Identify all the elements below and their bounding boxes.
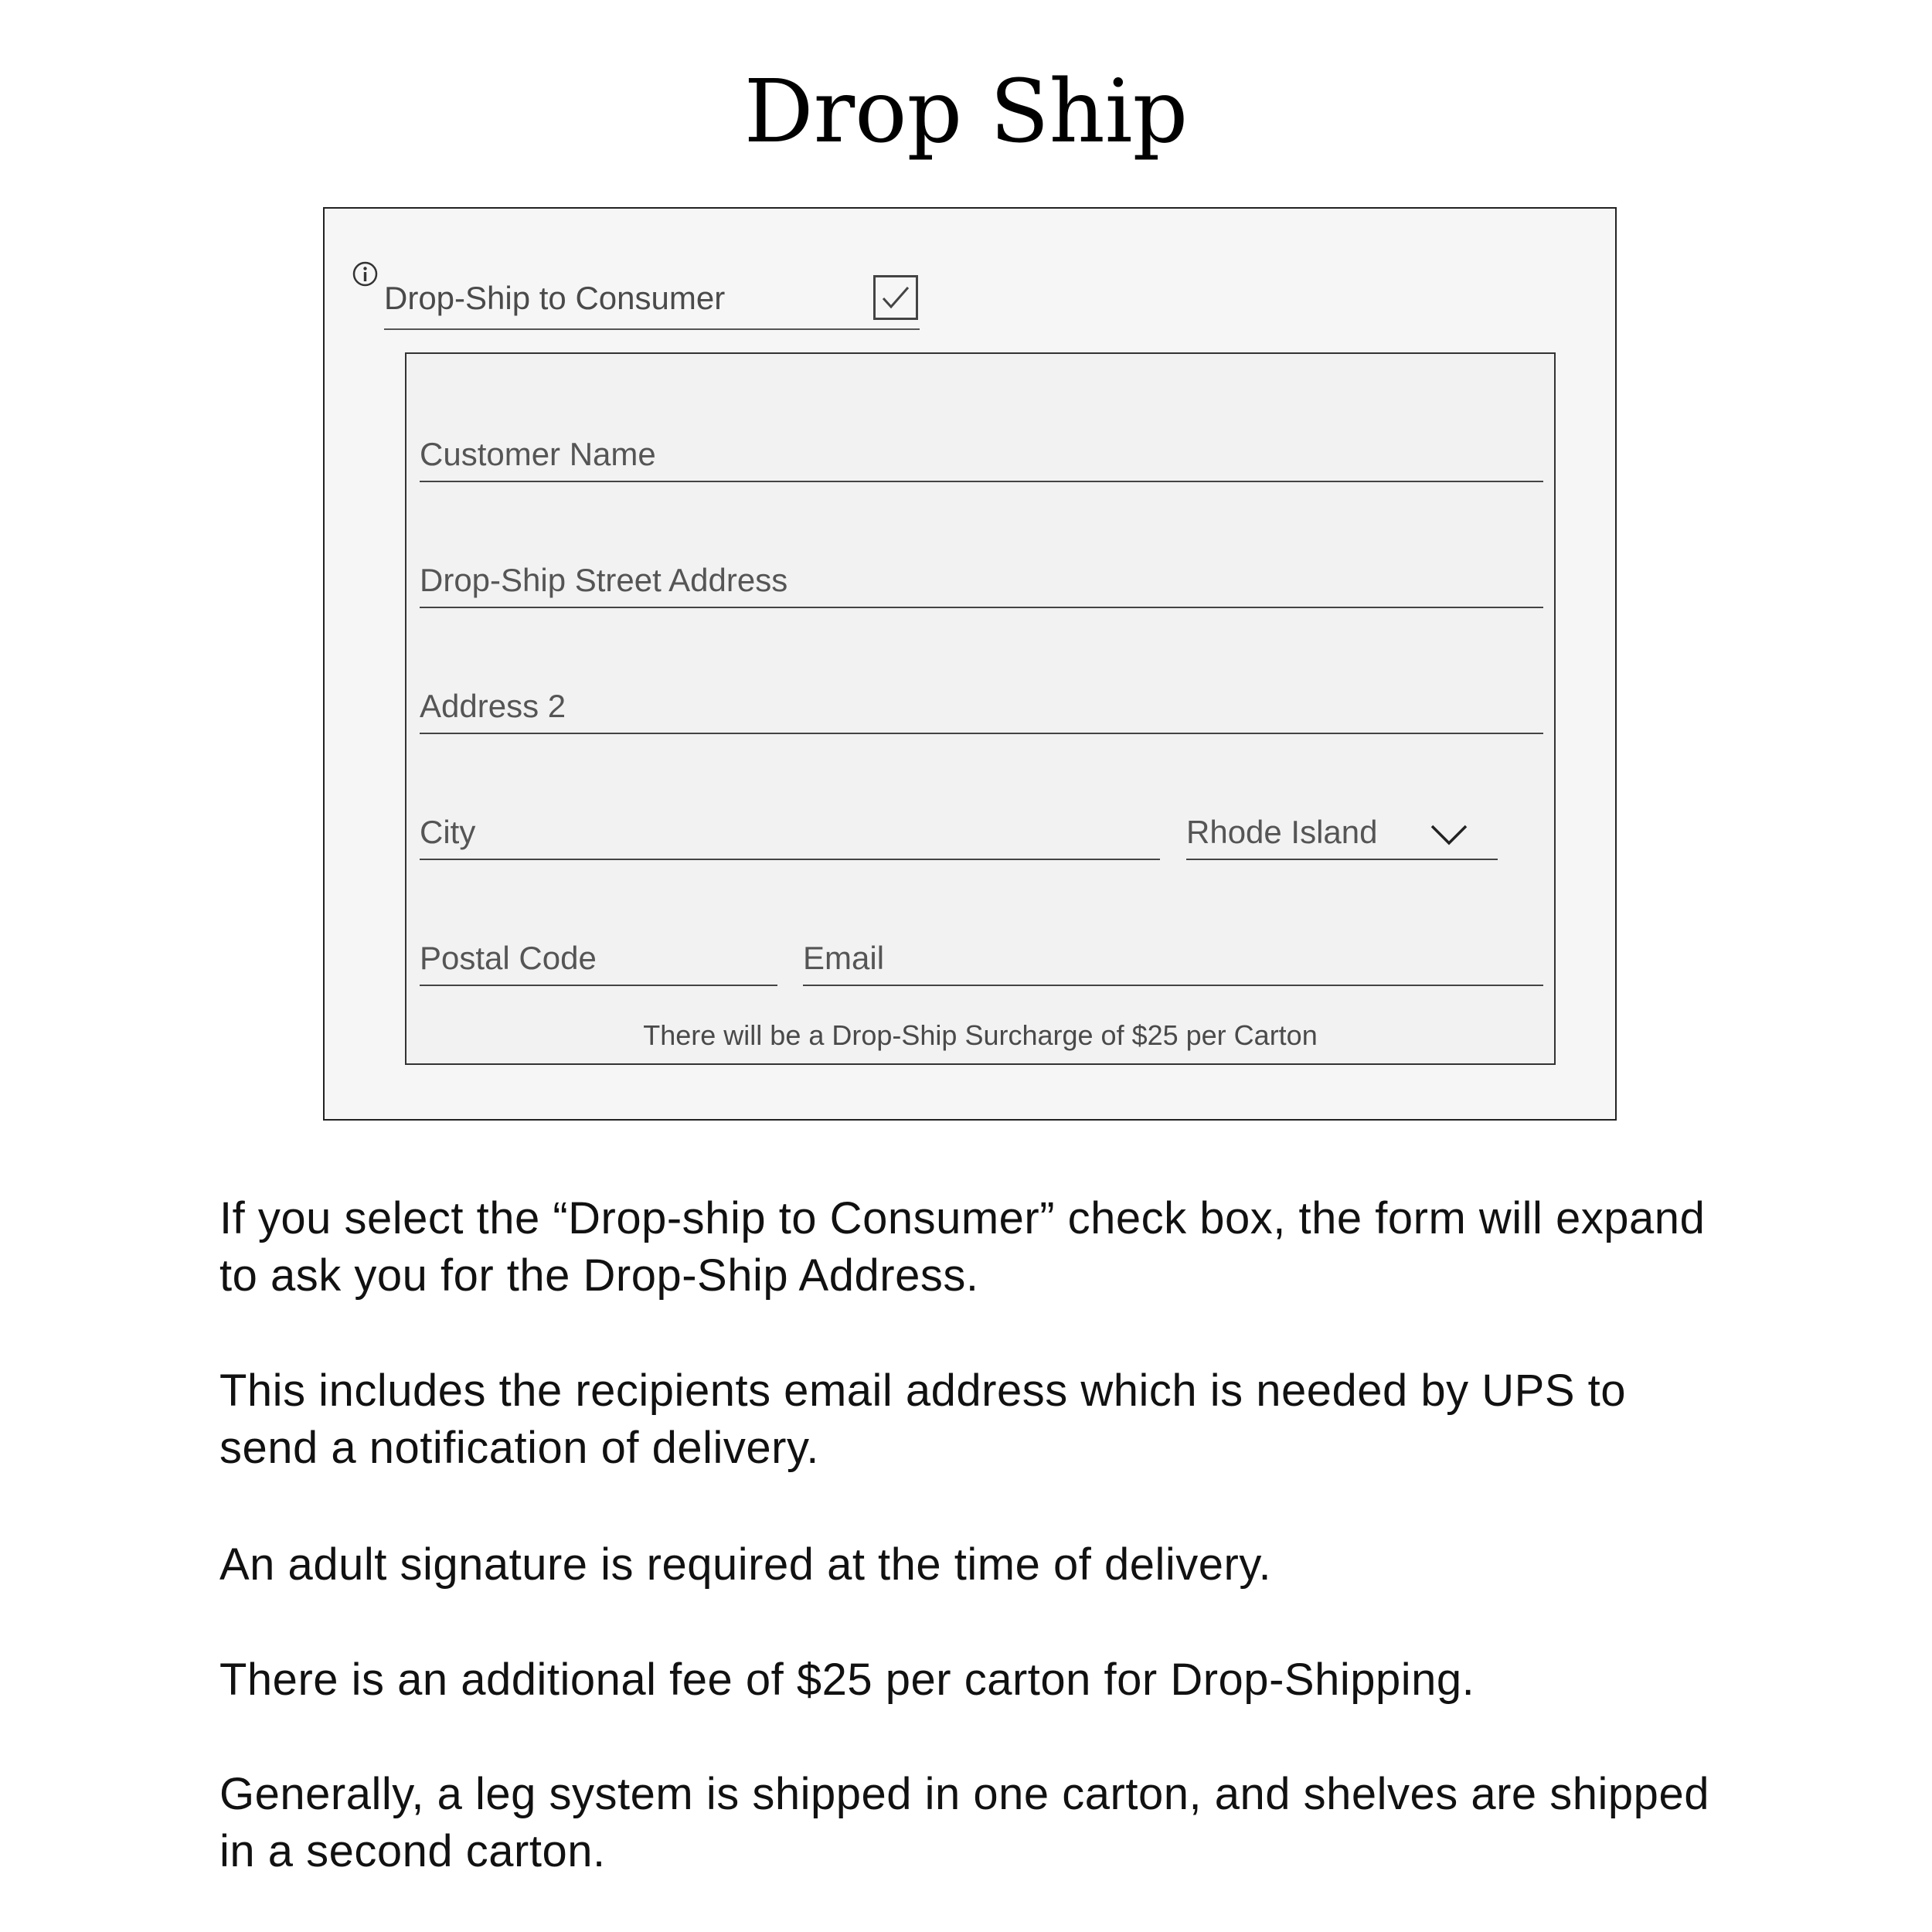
street-address-input[interactable] (420, 557, 1546, 608)
description-paragraph-1: If you select the “Drop-ship to Consumer” check box, the form will expand to ask you for the Drop-Ship Address. (219, 1193, 1706, 1301)
email-field[interactable] (803, 935, 1543, 986)
postal-code-field[interactable] (420, 935, 777, 986)
street-address-label: Drop-Ship Street Address (420, 562, 788, 598)
dropship-to-consumer-label: Drop-Ship to Consumer (384, 280, 726, 316)
dropship-address-panel (405, 352, 1556, 1065)
street-address-field[interactable] (420, 557, 1543, 608)
customer-name-label: Customer Name (420, 436, 656, 472)
city-field[interactable] (420, 809, 1160, 860)
info-icon[interactable] (352, 260, 379, 287)
description-paragraph-5: Generally, a leg system is shipped in one carton, and shelves are shipped in a second carton. (219, 1769, 1709, 1876)
checkmark-icon (880, 284, 911, 311)
dropship-to-consumer-toggle[interactable] (384, 270, 920, 330)
address2-field[interactable] (420, 683, 1543, 734)
customer-name-input[interactable] (420, 431, 1546, 482)
city-label: City (420, 814, 476, 850)
email-label: Email (803, 940, 885, 976)
postal-code-input[interactable] (420, 935, 781, 986)
address2-label: Address 2 (420, 688, 566, 724)
address2-input[interactable] (420, 683, 1546, 734)
city-input[interactable] (420, 809, 1163, 860)
chevron-down-icon (1430, 823, 1468, 846)
dropship-checkbox[interactable] (873, 275, 918, 320)
description-paragraph-2: This includes the recipients email address which is needed by UPS to send a notification of delivery. (219, 1366, 1627, 1473)
postal-code-label: Postal Code (420, 940, 597, 976)
state-select-value: Rhode Island (1186, 814, 1378, 850)
email-input[interactable] (803, 935, 1546, 986)
state-select[interactable] (1186, 809, 1498, 860)
surcharge-note: There will be a Drop-Ship Surcharge of $25 per Carton (643, 1019, 1318, 1051)
description-paragraph-4: There is an additional fee of $25 per carton for Drop-Shipping. (219, 1655, 1475, 1705)
page-title: Drop Ship (743, 62, 1189, 162)
customer-name-field[interactable] (420, 431, 1543, 482)
description-paragraph-3: An adult signature is required at the time of delivery. (219, 1539, 1272, 1590)
